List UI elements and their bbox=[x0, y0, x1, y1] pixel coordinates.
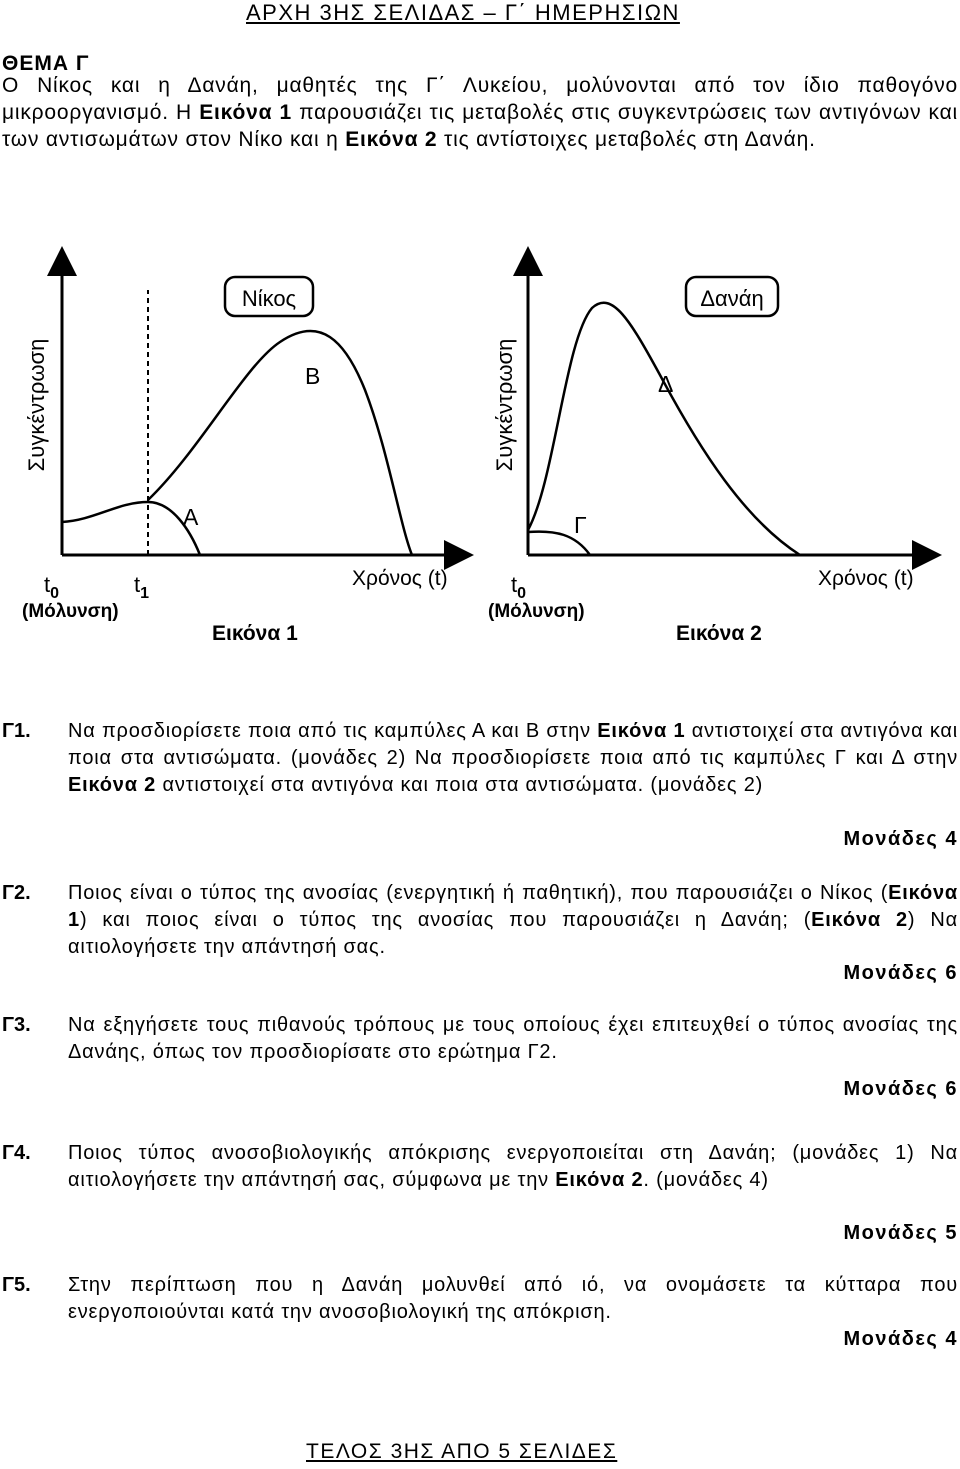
fig2-y-label: Συγκέντρωση bbox=[492, 338, 517, 472]
fig1-caption: Εικόνα 1 bbox=[212, 622, 298, 645]
question-text: Ποιος είναι ο τύπος της ανοσίας (ενεργητική ή παθητική), που παρουσιάζει ο Νίκος (Εικόνα 1) και ποιος είναι ο τύπος της ανοσίας που παρουσιάζει η Δανάη; (Εικόνα 2) Να αιτιολογήσετε την απάντησή σας. bbox=[68, 882, 958, 958]
fig1-infection-label: (Μόλυνση) bbox=[22, 601, 119, 622]
fig1-curve-a-label: Α bbox=[183, 504, 199, 530]
question-number: Γ2. bbox=[2, 882, 31, 904]
fig1-t0-label: $t_0$ bbox=[44, 572, 60, 602]
intro-text-1: Ο Νίκος και η Δανάη, μαθητές της Γ΄ Λυκείου, μολύνονται από τον ίδιο παθογόνο μικροοργανισμό. Η bbox=[2, 74, 958, 124]
figure-1 bbox=[22, 252, 468, 645]
fig1-name-label: Νίκος bbox=[241, 286, 297, 311]
intro-paragraph bbox=[2, 72, 958, 153]
figures bbox=[0, 240, 960, 650]
question-marks: Μονάδες 6 bbox=[843, 962, 958, 984]
fig2-curve-d-label: Δ bbox=[658, 371, 674, 397]
fig2-caption: Εικόνα 2 bbox=[676, 622, 762, 645]
fig2-t0-label: $t_0$ bbox=[511, 572, 527, 602]
intro-fig2-ref: Εικόνα 2 bbox=[345, 128, 438, 151]
intro-fig1-ref: Εικόνα 1 bbox=[199, 101, 292, 124]
question-number: Γ5. bbox=[2, 1274, 31, 1296]
figures-svg bbox=[0, 240, 960, 650]
fig2-curve-g-label: Γ bbox=[574, 512, 587, 538]
fig2-name-label: Δανάη bbox=[700, 286, 764, 311]
question-marks: Μονάδες 4 bbox=[843, 828, 958, 850]
fig1-curve-a bbox=[62, 502, 200, 555]
page-header: ΑΡΧΗ 3ΗΣ ΣΕΛΙΔΑΣ – Γ΄ ΗΜΕΡΗΣΙΩΝ bbox=[246, 0, 680, 25]
fig2-x-label: Χρόνος (t) bbox=[818, 567, 914, 590]
fig1-curve-b-label: Β bbox=[305, 363, 321, 389]
fig2-curve-d bbox=[528, 303, 800, 555]
fig1-y-label: Συγκέντρωση bbox=[24, 338, 49, 472]
page-footer: ΤΕΛΟΣ 3ΗΣ ΑΠΟ 5 ΣΕΛΙΔΕΣ bbox=[306, 1440, 618, 1463]
question-number: Γ3. bbox=[2, 1014, 31, 1036]
question-number: Γ1. bbox=[2, 720, 31, 742]
intro-text-2: παρουσιάζει τις μεταβολές στις συγκεντρώσεις των αντιγόνων και των αντισωμάτων στον Νίκο και η bbox=[2, 101, 958, 151]
question-text: Να προσδιορίσετε ποια από τις καμπύλες Α και Β στην Εικόνα 1 αντιστοιχεί στα αντιγόνα και ποια στα αντισώματα. (μονάδες 2) Να προσδιορίσετε ποια από τις καμπύλες Γ και Δ στην Εικόνα 2 αντιστοιχεί στα αντιγόνα και ποια στα αντισώματα. (μονάδες 2) bbox=[68, 720, 958, 796]
fig2-infection-label: (Μόλυνση) bbox=[488, 601, 585, 622]
question-marks: Μονάδες 6 bbox=[843, 1078, 958, 1100]
theme-title: ΘΕΜΑ Γ bbox=[2, 52, 90, 75]
question-text: Στην περίπτωση που η Δανάη μολυνθεί από ιό, να ονομάσετε τα κύτταρα που ενεργοποιούνται κατά την ανοσοβιολογική της απόκριση. bbox=[68, 1274, 958, 1323]
fig1-x-label: Χρόνος (t) bbox=[352, 567, 448, 590]
question-text: Ποιος τύπος ανοσοβιολογικής απόκρισης ενεργοποιείται στη Δανάη; (μονάδες 1) Να αιτιολογήσετε την απάντησή σας, σύμφωνα με την Εικόνα 2. (μονάδες 4) bbox=[68, 1142, 958, 1191]
intro-text-3: τις αντίστοιχες μεταβολές στη Δανάη. bbox=[437, 128, 816, 151]
figure-2 bbox=[488, 252, 936, 645]
question-marks: Μονάδες 5 bbox=[843, 1222, 958, 1244]
fig1-t1-label: $t_1$ bbox=[134, 572, 150, 602]
question-number: Γ4. bbox=[2, 1142, 31, 1164]
question-text: Να εξηγήσετε τους πιθανούς τρόπους με τους οποίους έχει επιτευχθεί ο τύπος ανοσίας της Δανάης, όπως τον προσδιορίσατε στο ερώτημα Γ2. bbox=[68, 1014, 958, 1063]
question-marks: Μονάδες 4 bbox=[843, 1328, 958, 1350]
